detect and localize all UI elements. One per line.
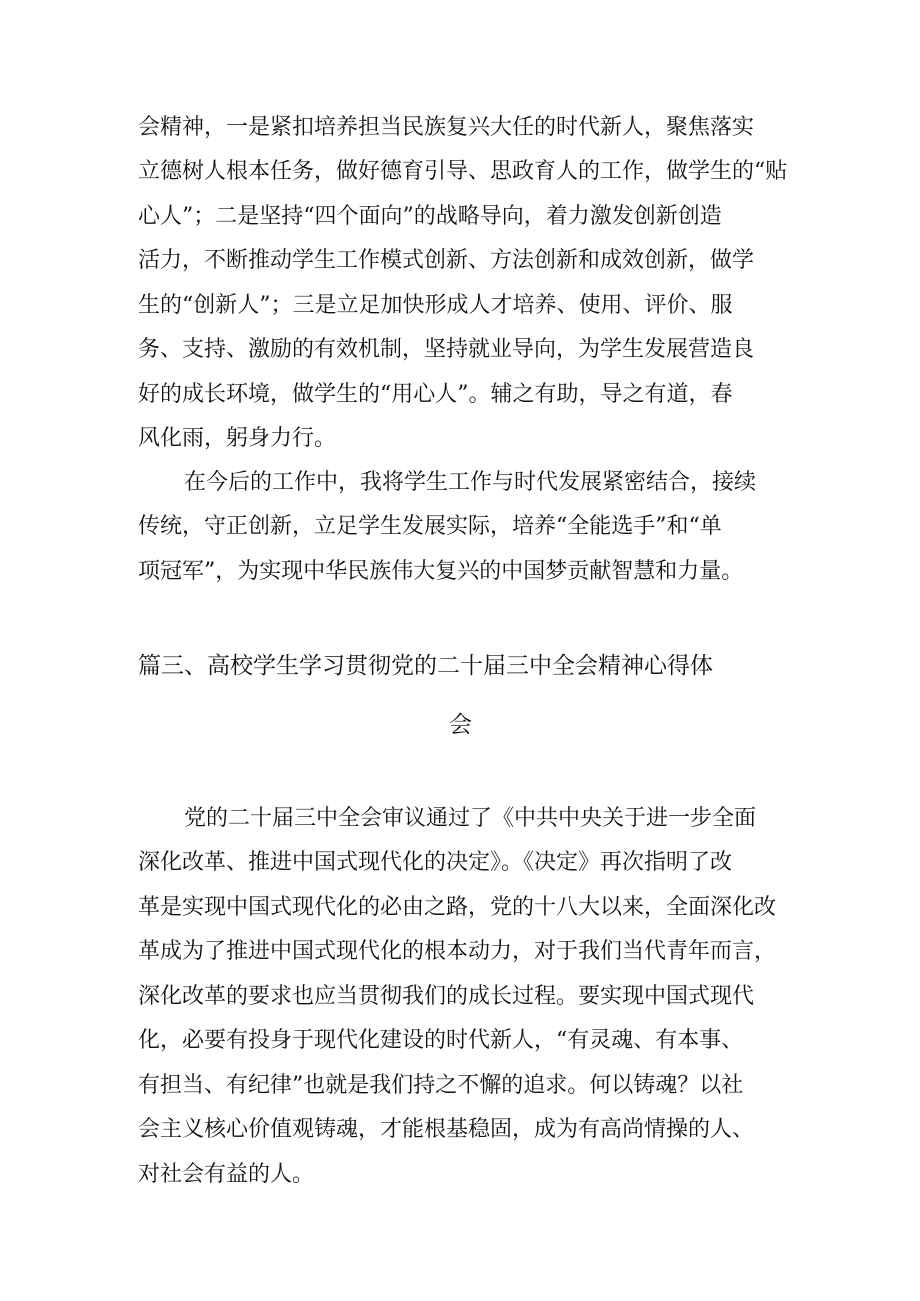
paragraph-line: 好的成长环境，做学生的“用心人”。辅之有助，导之有道，春 [138, 382, 733, 407]
paragraph-line: 革成为了推进中国式现代化的根本动力，对于我们当代青年而言， [138, 939, 777, 964]
paragraph-line: 生的“创新人”；三是立足加快形成人才培养、使用、评价、服 [138, 293, 733, 318]
paragraph-line: 心人”；二是坚持“四个面向”的战略导向，着力激发创新创造 [138, 204, 722, 229]
paragraph-line: 对社会有益的人。 [138, 1162, 315, 1187]
paragraph-line: 有担当、有纪律”也就是我们持之不懈的追求。何以铸魂？以社 [138, 1073, 744, 1098]
paragraph-line: 党的二十届三中全会审议通过了《中共中央关于进一步全面 [184, 806, 757, 831]
paragraph-line: 会主义核心价值观铸魂，才能根基稳固，成为有高尚情操的人、 [138, 1117, 755, 1142]
paragraph-line: 会精神，一是紧扣培养担当民族复兴大任的时代新人，聚焦落实 [138, 115, 755, 140]
paragraph-line: 传统，守正创新，立足学生发展实际，培养“全能选手”和“单 [138, 514, 722, 539]
section-heading: 篇三、高校学生学习贯彻党的二十届三中全会精神心得体 [138, 653, 713, 679]
paragraph-line: 项冠军”，为实现中华民族伟大复兴的中国梦贡献智慧和力量。 [138, 559, 744, 584]
paragraph-line: 务、支持、激励的有效机制，坚持就业导向，为学生发展营造良 [138, 337, 755, 362]
section-heading-continued: 会 [449, 712, 472, 738]
paragraph-line: 化，必要有投身于现代化建设的时代新人，“有灵魂、有本事、 [138, 1028, 744, 1053]
paragraph-line: 革是实现中国式现代化的必由之路，党的十八大以来，全面深化改 [138, 895, 777, 920]
paragraph-line: 立德树人根本任务，做好德育引导、思政育人的工作，做学生的“贴 [138, 159, 788, 184]
paragraph-line: 风化雨，躬身力行。 [138, 426, 337, 451]
paragraph-line: 深化改革的要求也应当贯彻我们的成长过程。要实现中国式现代 [138, 984, 755, 1009]
paragraph-line: 活力，不断推动学生工作模式创新、方法创新和成效创新，做学 [138, 248, 755, 273]
paragraph-line: 深化改革、推进中国式现代化的决定》。《决定》再次指明了改 [138, 850, 733, 875]
paragraph-line: 在今后的工作中，我将学生工作与时代发展紧密结合，接续 [184, 470, 757, 495]
